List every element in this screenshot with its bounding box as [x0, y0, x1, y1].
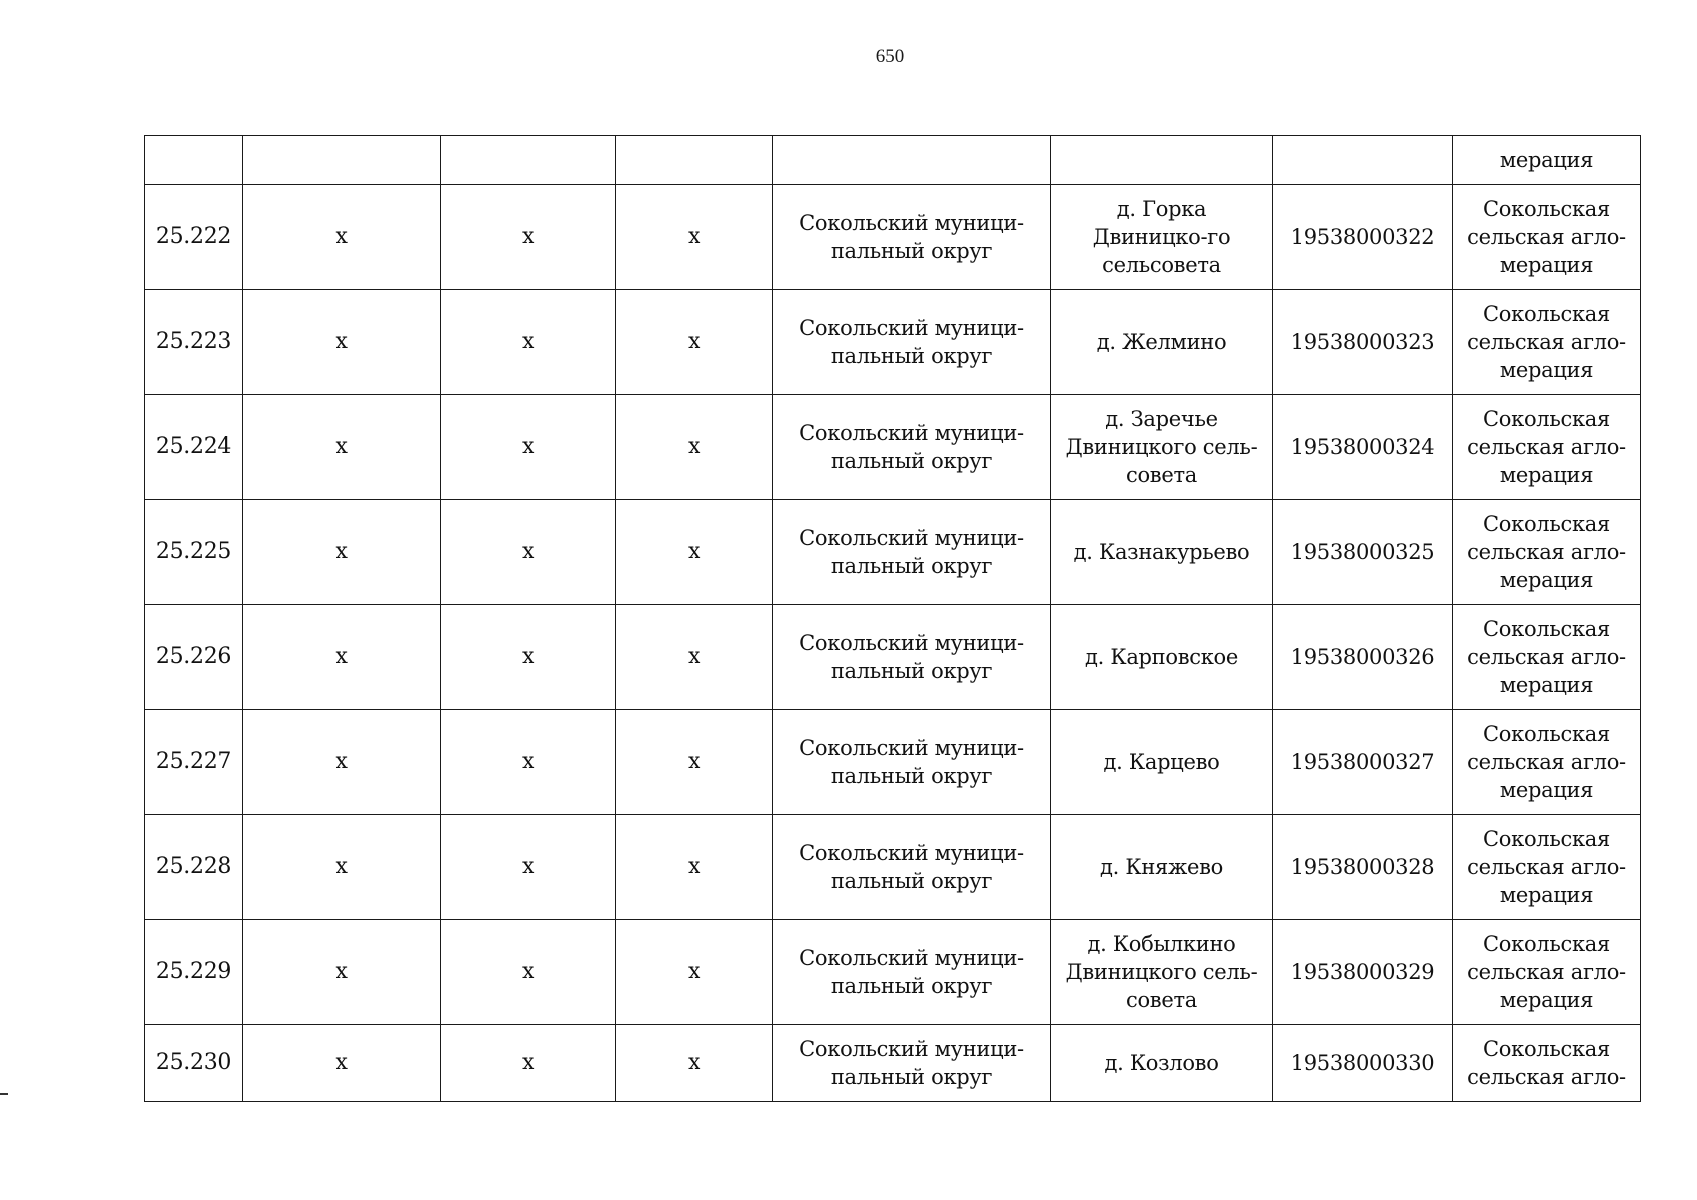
agglomeration-cell: Сокольская сельская агло-мерация — [1453, 920, 1641, 1025]
table-row — [145, 920, 1641, 1025]
district-cell: Сокольский муници-пальный округ — [773, 815, 1051, 920]
table-row — [145, 185, 1641, 290]
mark-cell: х — [616, 395, 773, 500]
row-number-cell: 25.228 — [145, 815, 243, 920]
agglomeration-cell: Сокольская сельская агло-мерация — [1453, 710, 1641, 815]
mark-cell: х — [616, 710, 773, 815]
agglomeration-cell: Сокольская сельская агло-мерация — [1453, 500, 1641, 605]
row-number-cell: 25.225 — [145, 500, 243, 605]
row-number-cell: 25.230 — [145, 1025, 243, 1102]
settlement-cell: д. Горка Двиницко-го сельсовета — [1051, 185, 1273, 290]
district-cell: Сокольский муници-пальный округ — [773, 500, 1051, 605]
district-cell: Сокольский муници-пальный округ — [773, 710, 1051, 815]
mark-cell: х — [243, 605, 441, 710]
row-number-cell: 25.222 — [145, 185, 243, 290]
settlement-cell: д. Кобылкино Двиницкого сель-совета — [1051, 920, 1273, 1025]
mark-cell: х — [441, 1025, 616, 1102]
table-cell — [441, 136, 616, 185]
mark-cell: х — [243, 920, 441, 1025]
district-cell: Сокольский муници-пальный округ — [773, 185, 1051, 290]
mark-cell: х — [441, 920, 616, 1025]
margin-mark — [0, 1093, 8, 1095]
agglomeration-cell: Сокольская сельская агло-мерация — [1453, 185, 1641, 290]
mark-cell: х — [616, 920, 773, 1025]
mark-cell: х — [243, 290, 441, 395]
district-cell: Сокольский муници-пальный округ — [773, 1025, 1051, 1102]
table-row — [145, 710, 1641, 815]
settlement-cell: д. Заречье Двиницкого сель-совета — [1051, 395, 1273, 500]
settlement-cell: д. Карповское — [1051, 605, 1273, 710]
settlement-registry-table — [144, 135, 1641, 1102]
mark-cell: х — [616, 185, 773, 290]
mark-cell: х — [616, 500, 773, 605]
table-row — [145, 395, 1641, 500]
code-cell: 19538000326 — [1273, 605, 1453, 710]
code-cell: 19538000325 — [1273, 500, 1453, 605]
mark-cell: х — [616, 605, 773, 710]
district-cell: Сокольский муници-пальный округ — [773, 920, 1051, 1025]
mark-cell: х — [243, 395, 441, 500]
settlement-cell: д. Казнакурьево — [1051, 500, 1273, 605]
code-cell: 19538000327 — [1273, 710, 1453, 815]
mark-cell: х — [441, 815, 616, 920]
row-number-cell: 25.226 — [145, 605, 243, 710]
code-cell: 19538000324 — [1273, 395, 1453, 500]
code-cell: 19538000328 — [1273, 815, 1453, 920]
agglomeration-cell: мерация — [1453, 136, 1641, 185]
mark-cell: х — [243, 815, 441, 920]
mark-cell: х — [243, 500, 441, 605]
mark-cell: х — [441, 185, 616, 290]
table-row — [145, 290, 1641, 395]
settlement-cell: д. Козлово — [1051, 1025, 1273, 1102]
mark-cell: х — [616, 815, 773, 920]
mark-cell: х — [441, 710, 616, 815]
mark-cell: х — [441, 500, 616, 605]
table-row — [145, 605, 1641, 710]
code-cell: 19538000322 — [1273, 185, 1453, 290]
settlement-cell: д. Карцево — [1051, 710, 1273, 815]
table-row — [145, 1025, 1641, 1102]
table-cell — [773, 136, 1051, 185]
page-number: 650 — [875, 46, 905, 67]
row-number-cell: 25.227 — [145, 710, 243, 815]
mark-cell: х — [243, 185, 441, 290]
mark-cell: х — [616, 1025, 773, 1102]
table-cell — [616, 136, 773, 185]
settlement-cell: д. Желмино — [1051, 290, 1273, 395]
agglomeration-cell: Сокольская сельская агло-мерация — [1453, 605, 1641, 710]
row-number-cell: 25.224 — [145, 395, 243, 500]
district-cell: Сокольский муници-пальный округ — [773, 395, 1051, 500]
mark-cell: х — [243, 1025, 441, 1102]
code-cell: 19538000329 — [1273, 920, 1453, 1025]
district-cell: Сокольский муници-пальный округ — [773, 605, 1051, 710]
agglomeration-cell: Сокольская сельская агло-мерация — [1453, 395, 1641, 500]
table-cell — [1051, 136, 1273, 185]
agglomeration-cell: Сокольская сельская агло- — [1453, 1025, 1641, 1102]
table-row — [145, 815, 1641, 920]
table-cell — [1273, 136, 1453, 185]
table-cell — [243, 136, 441, 185]
row-number-cell: 25.223 — [145, 290, 243, 395]
table-row — [145, 500, 1641, 605]
agglomeration-cell: Сокольская сельская агло-мерация — [1453, 815, 1641, 920]
settlement-cell: д. Княжево — [1051, 815, 1273, 920]
mark-cell: х — [441, 395, 616, 500]
continued-row — [145, 136, 1641, 185]
mark-cell: х — [616, 290, 773, 395]
mark-cell: х — [243, 710, 441, 815]
table-cell — [145, 136, 243, 185]
mark-cell: х — [441, 290, 616, 395]
mark-cell: х — [441, 605, 616, 710]
row-number-cell: 25.229 — [145, 920, 243, 1025]
code-cell: 19538000330 — [1273, 1025, 1453, 1102]
district-cell: Сокольский муници-пальный округ — [773, 290, 1051, 395]
code-cell: 19538000323 — [1273, 290, 1453, 395]
agglomeration-cell: Сокольская сельская агло-мерация — [1453, 290, 1641, 395]
